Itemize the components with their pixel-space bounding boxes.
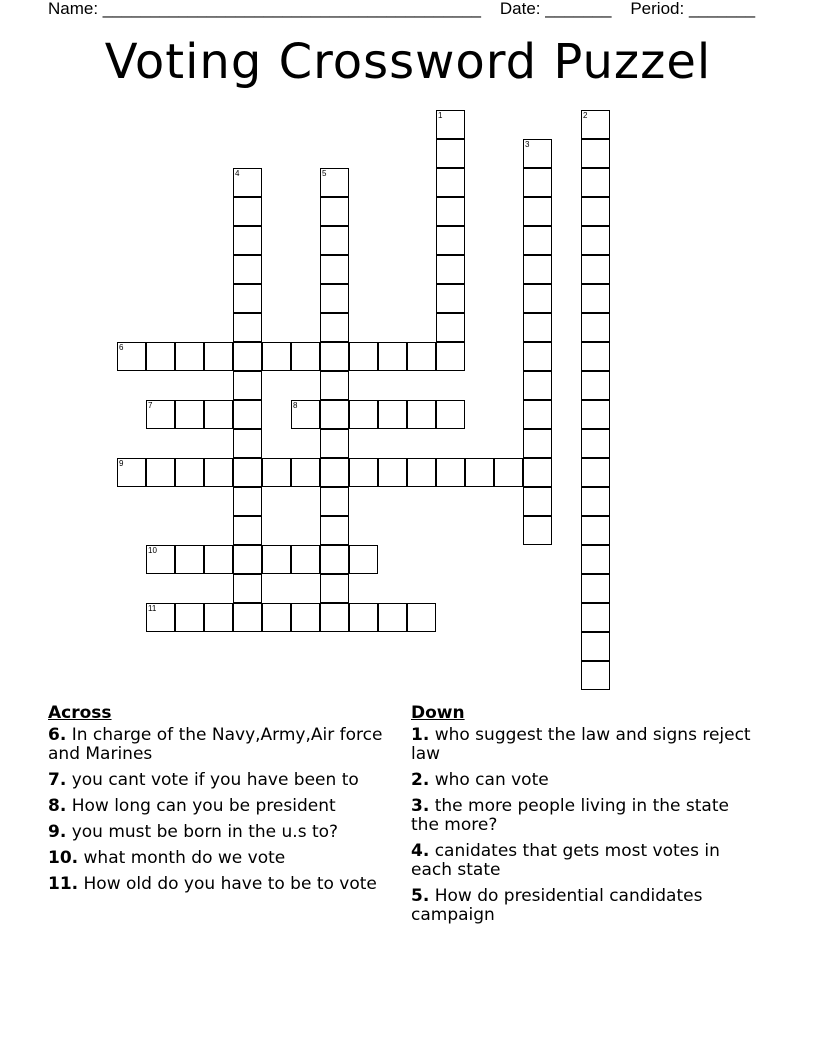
grid-cell[interactable] [146, 400, 175, 429]
clue-number: 10. [48, 848, 79, 868]
clue-number: 8. [48, 796, 67, 816]
grid-cell[interactable] [204, 545, 233, 574]
grid-cell[interactable] [581, 545, 610, 574]
clue-text: who suggest the law and signs reject law [411, 725, 751, 764]
grid-cell[interactable] [349, 603, 378, 632]
grid-cell[interactable] [581, 342, 610, 371]
down-clue-2 [411, 771, 751, 790]
down-clues [411, 703, 751, 932]
grid-cell[interactable] [581, 429, 610, 458]
grid-cell[interactable] [233, 574, 262, 603]
grid-cell[interactable] [262, 603, 291, 632]
grid-cell[interactable] [320, 284, 349, 313]
grid-cell[interactable] [175, 458, 204, 487]
grid-cell[interactable] [407, 400, 436, 429]
grid-cell[interactable] [233, 284, 262, 313]
clue-text: you must be born in the u.s to? [66, 822, 339, 842]
grid-cell[interactable] [523, 255, 552, 284]
grid-cell[interactable] [407, 458, 436, 487]
grid-cell[interactable] [378, 342, 407, 371]
grid-cell[interactable] [320, 545, 349, 574]
grid-cell[interactable] [320, 429, 349, 458]
grid-cell[interactable] [581, 139, 610, 168]
grid-cell[interactable] [175, 342, 204, 371]
cell-number: 4 [235, 169, 240, 178]
grid-cell[interactable] [204, 400, 233, 429]
grid-cell[interactable] [204, 458, 233, 487]
grid-cell[interactable] [581, 487, 610, 516]
clue-text: How do presidential candidates campaign [411, 886, 703, 925]
grid-cell[interactable] [233, 226, 262, 255]
grid-cell[interactable] [581, 603, 610, 632]
down-clue-list [411, 726, 751, 925]
grid-cell[interactable] [581, 400, 610, 429]
clue-number: 1. [411, 725, 430, 745]
grid-cell[interactable] [523, 371, 552, 400]
grid-cell[interactable] [320, 313, 349, 342]
grid-cell[interactable] [320, 342, 349, 371]
grid-cell[interactable] [523, 342, 552, 371]
clue-text: who can vote [429, 770, 549, 790]
grid-cell[interactable] [436, 255, 465, 284]
across-clue-9 [48, 823, 398, 842]
grid-cell[interactable] [233, 429, 262, 458]
grid-cell[interactable] [465, 458, 494, 487]
clue-text: what month do we vote [78, 848, 286, 868]
clue-number: 5. [411, 886, 430, 906]
clue-number: 6. [48, 725, 67, 745]
grid-cell[interactable] [233, 487, 262, 516]
cell-number: 11 [148, 604, 157, 613]
clue-number: 7. [48, 770, 67, 790]
grid-cell[interactable] [204, 603, 233, 632]
cell-number: 7 [148, 401, 153, 410]
grid-cell[interactable] [523, 168, 552, 197]
grid-cell[interactable] [436, 197, 465, 226]
down-clue-5 [411, 887, 751, 925]
clue-text: the more people living in the state the more? [411, 796, 729, 835]
grid-cell[interactable] [407, 603, 436, 632]
down-clue-3 [411, 797, 751, 835]
grid-cell[interactable] [523, 516, 552, 545]
down-clue-4 [411, 842, 751, 880]
grid-cell[interactable] [523, 226, 552, 255]
period-label: Period: [630, 0, 689, 18]
grid-cell[interactable] [233, 197, 262, 226]
clue-text: you cant vote if you have been to [66, 770, 359, 790]
clue-text: In charge of the Navy,Army,Air force and Marines [48, 725, 383, 764]
grid-cell[interactable] [233, 545, 262, 574]
grid-cell[interactable] [117, 342, 146, 371]
clue-number: 9. [48, 822, 67, 842]
across-clue-11 [48, 875, 398, 894]
cell-number: 3 [525, 140, 530, 149]
name-blank[interactable]: ________________________________________ [102, 0, 481, 18]
grid-cell[interactable] [436, 226, 465, 255]
grid-cell[interactable] [291, 603, 320, 632]
grid-cell[interactable] [233, 371, 262, 400]
grid-cell[interactable] [581, 197, 610, 226]
grid-cell[interactable] [320, 574, 349, 603]
across-clues [48, 703, 398, 901]
cell-number: 5 [322, 169, 327, 178]
grid-cell[interactable] [436, 342, 465, 371]
grid-cell[interactable] [291, 342, 320, 371]
grid-cell[interactable] [320, 487, 349, 516]
grid-cell[interactable] [523, 487, 552, 516]
grid-cell[interactable] [320, 371, 349, 400]
grid-cell[interactable] [320, 226, 349, 255]
grid-cell[interactable] [581, 632, 610, 661]
clue-number: 11. [48, 874, 79, 894]
grid-cell[interactable] [523, 313, 552, 342]
grid-cell[interactable] [378, 603, 407, 632]
grid-cell[interactable] [581, 255, 610, 284]
grid-cell[interactable] [146, 342, 175, 371]
grid-cell[interactable] [320, 197, 349, 226]
grid-cell[interactable] [233, 516, 262, 545]
clue-text: canidates that gets most votes in each state [411, 841, 720, 880]
grid-cell[interactable] [349, 400, 378, 429]
grid-cell[interactable] [436, 168, 465, 197]
grid-cell[interactable] [378, 400, 407, 429]
grid-cell[interactable] [523, 458, 552, 487]
across-clue-10 [48, 849, 398, 868]
clue-number: 4. [411, 841, 430, 861]
grid-cell[interactable] [175, 400, 204, 429]
grid-cell[interactable] [436, 139, 465, 168]
grid-cell[interactable] [262, 458, 291, 487]
grid-cell[interactable] [378, 458, 407, 487]
cell-number: 2 [583, 111, 588, 120]
grid-cell[interactable] [436, 458, 465, 487]
grid-cell[interactable] [262, 545, 291, 574]
cell-number: 9 [119, 459, 124, 468]
grid-cell[interactable] [175, 603, 204, 632]
clue-number: 3. [411, 796, 430, 816]
grid-cell[interactable] [581, 516, 610, 545]
grid-cell[interactable] [349, 342, 378, 371]
grid-cell[interactable] [262, 342, 291, 371]
period-blank[interactable]: _______ [688, 0, 756, 18]
grid-cell[interactable] [581, 313, 610, 342]
grid-cell[interactable] [349, 458, 378, 487]
clue-number: 2. [411, 770, 430, 790]
clue-text: How long can you be president [66, 796, 336, 816]
clue-text: How old do you have to be to vote [78, 874, 377, 894]
grid-cell[interactable] [320, 255, 349, 284]
grid-cell[interactable] [146, 545, 175, 574]
grid-cell[interactable] [523, 284, 552, 313]
grid-cell[interactable] [233, 255, 262, 284]
across-clue-6 [48, 726, 398, 764]
across-heading: Across [48, 703, 112, 723]
date-label: Date: [499, 0, 546, 18]
grid-cell[interactable] [581, 110, 610, 139]
grid-cell[interactable] [436, 110, 465, 139]
grid-cell[interactable] [291, 400, 320, 429]
grid-cell[interactable] [436, 400, 465, 429]
grid-cell[interactable] [523, 139, 552, 168]
grid-cell[interactable] [204, 342, 233, 371]
grid-cell[interactable] [436, 313, 465, 342]
grid-cell[interactable] [320, 458, 349, 487]
grid-cell[interactable] [233, 313, 262, 342]
grid-cell[interactable] [581, 661, 610, 690]
grid-cell[interactable] [146, 458, 175, 487]
grid-cell[interactable] [523, 400, 552, 429]
across-clue-8 [48, 797, 398, 816]
grid-cell[interactable] [233, 603, 262, 632]
grid-cell[interactable] [494, 458, 523, 487]
grid-cell[interactable] [581, 574, 610, 603]
cell-number: 6 [119, 343, 124, 352]
cell-number: 8 [293, 401, 298, 410]
grid-cell[interactable] [146, 603, 175, 632]
grid-cell[interactable] [320, 400, 349, 429]
across-clue-7 [48, 771, 398, 790]
grid-cell[interactable] [581, 226, 610, 255]
grid-cell[interactable] [349, 545, 378, 574]
across-clue-list [48, 726, 398, 894]
cell-number: 1 [438, 111, 443, 120]
grid-cell[interactable] [233, 400, 262, 429]
page-title: Voting Crossword Puzzel [104, 34, 712, 90]
grid-cell[interactable] [436, 284, 465, 313]
down-clue-1 [411, 726, 751, 764]
date-blank[interactable]: _______ [545, 0, 612, 18]
down-heading: Down [411, 703, 465, 723]
grid-cell[interactable] [291, 545, 320, 574]
grid-cell[interactable] [233, 458, 262, 487]
grid-cell[interactable] [320, 168, 349, 197]
grid-cell[interactable] [233, 342, 262, 371]
grid-cell[interactable] [291, 458, 320, 487]
grid-cell[interactable] [581, 371, 610, 400]
grid-cell[interactable] [175, 545, 204, 574]
grid-cell[interactable] [320, 603, 349, 632]
grid-cell[interactable] [233, 168, 262, 197]
grid-cell[interactable] [581, 458, 610, 487]
grid-cell[interactable] [523, 197, 552, 226]
grid-cell[interactable] [407, 342, 436, 371]
grid-cell[interactable] [117, 458, 146, 487]
grid-cell[interactable] [581, 168, 610, 197]
grid-cell[interactable] [581, 284, 610, 313]
cell-number: 10 [148, 546, 157, 555]
grid-cell[interactable] [320, 516, 349, 545]
grid-cell[interactable] [523, 429, 552, 458]
name-label: Name: [48, 0, 103, 18]
